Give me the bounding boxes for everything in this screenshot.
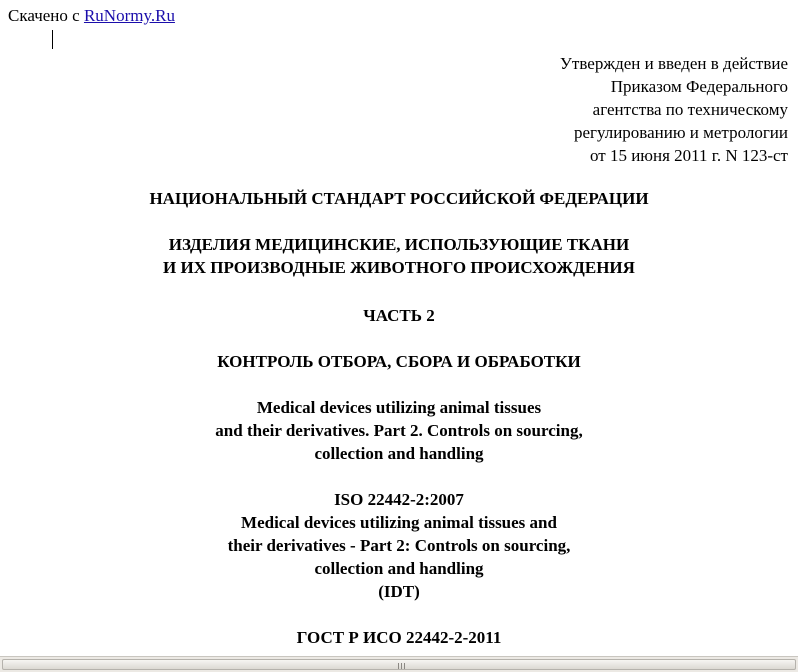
english-title-line: and their derivatives. Part 2. Controls on sourcing, [215, 421, 583, 440]
iso-line: their derivatives - Part 2: Controls on sourcing, [227, 536, 571, 555]
iso-line: Medical devices utilizing animal tissues and [241, 513, 557, 532]
approval-line: Приказом Федерального [610, 77, 788, 96]
download-prefix: Скачено с [8, 6, 80, 25]
runormy-link[interactable]: RuNormy.Ru [83, 6, 175, 25]
part-text: ЧАСТЬ 2 [363, 306, 435, 325]
standard-subtitle [0, 350, 798, 373]
part-heading [0, 304, 798, 327]
grip-icon [398, 663, 407, 669]
english-title-line: collection and handling [314, 444, 484, 463]
subtitle-text: КОНТРОЛЬ ОТБОРА, СБОРА И ОБРАБОТКИ [217, 352, 581, 371]
english-title [0, 396, 798, 465]
english-title-line: Medical devices utilizing animal tissues [256, 398, 542, 417]
national-standard-heading [0, 187, 798, 210]
standard-title [0, 233, 798, 279]
horizontal-scrollbar[interactable] [0, 656, 798, 672]
title-line: И ИХ ПРОИЗВОДНЫЕ ЖИВОТНОГО ПРОИСХОЖДЕНИЯ [163, 258, 635, 277]
iso-line: (IDT) [378, 582, 420, 601]
iso-line: ISO 22442-2:2007 [334, 490, 464, 509]
approval-line: от 15 июня 2011 г. N 123-ст [589, 146, 788, 165]
gost-designation-text: ГОСТ Р ИСО 22442-2-2011 [296, 628, 502, 647]
iso-line: collection and handling [314, 559, 484, 578]
approval-line: регулированию и метрологии [573, 123, 788, 142]
text-cursor [52, 30, 53, 49]
national-standard-text: НАЦИОНАЛЬНЫЙ СТАНДАРТ РОССИЙСКОЙ ФЕДЕРАЦИИ [149, 189, 649, 208]
title-line: ИЗДЕЛИЯ МЕДИЦИНСКИЕ, ИСПОЛЬЗУЮЩИЕ ТКАНИ [168, 235, 630, 254]
gost-designation [0, 626, 798, 649]
iso-reference [0, 488, 798, 603]
approval-line: Утвержден и введен в действие [559, 54, 788, 73]
approval-block [560, 52, 788, 167]
download-source-line [8, 6, 175, 26]
approval-line: агентства по техническому [592, 100, 788, 119]
scrollbar-thumb[interactable] [2, 659, 796, 670]
